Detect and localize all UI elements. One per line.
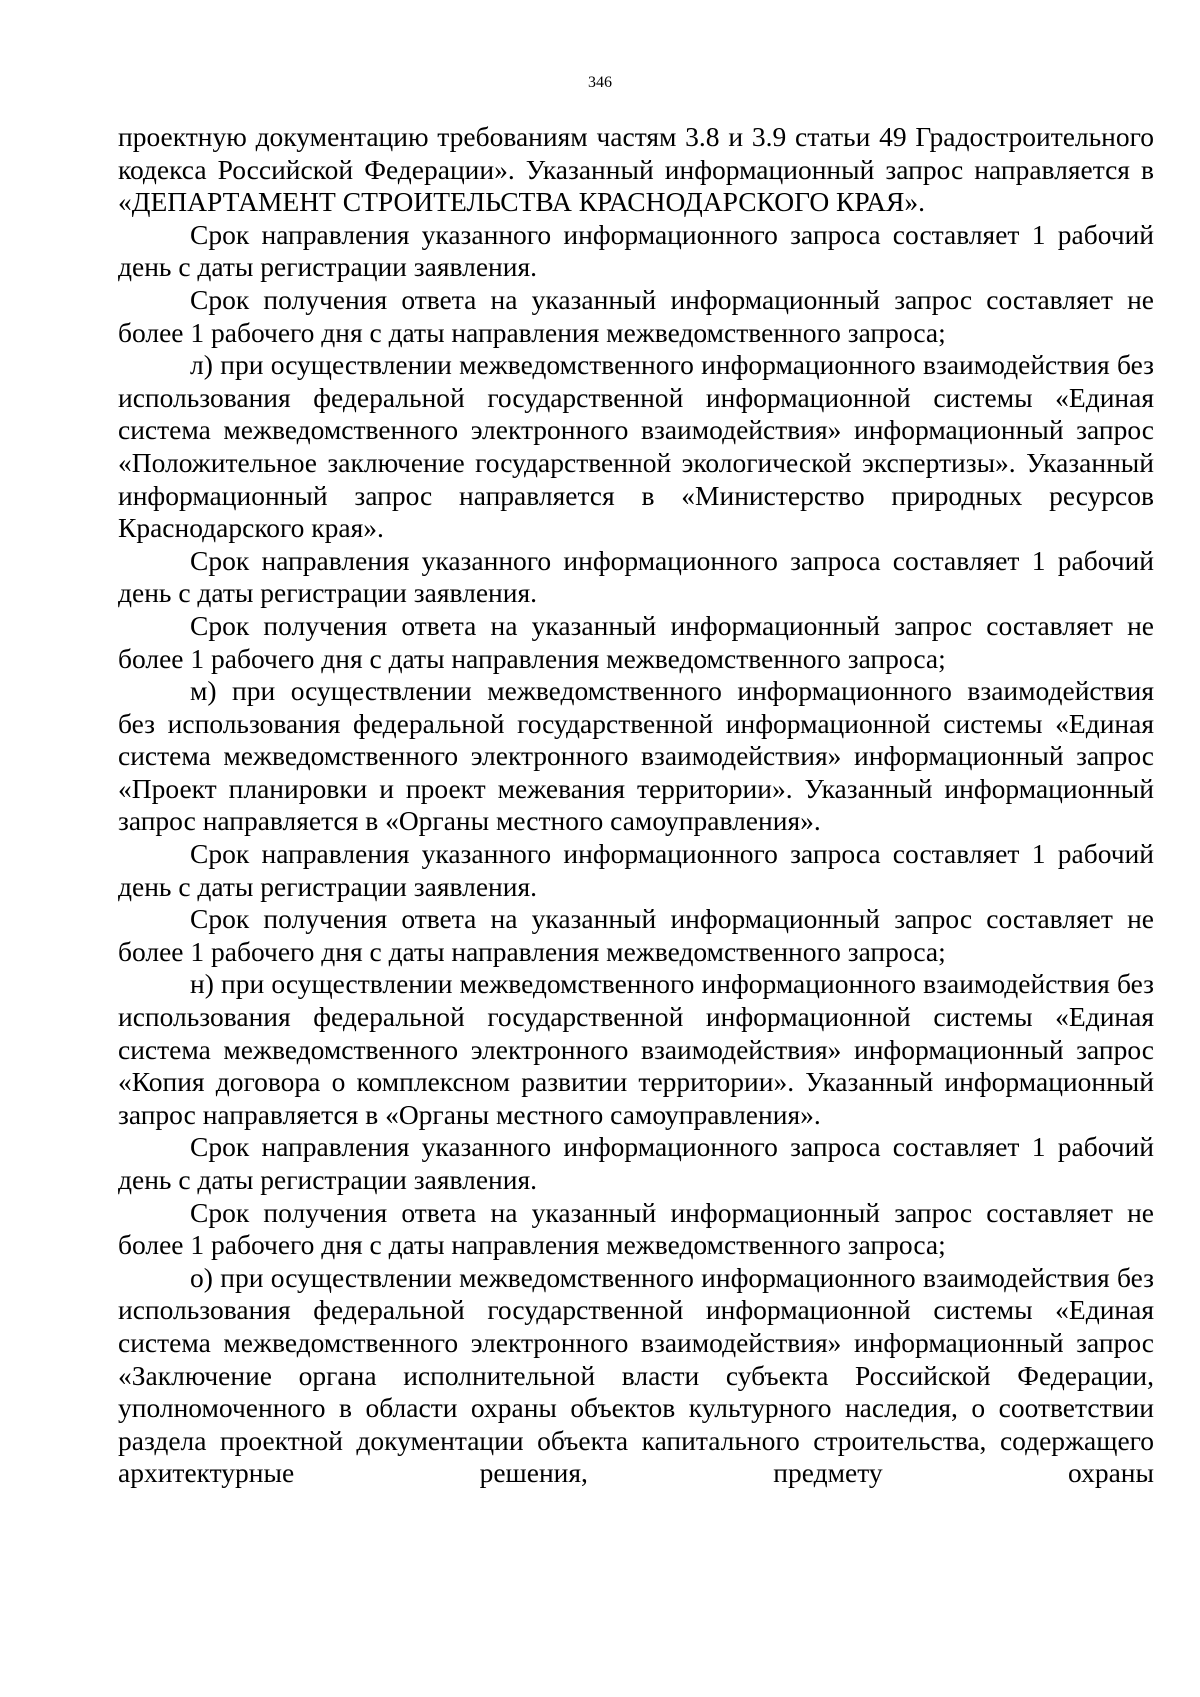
page-number: 346 bbox=[588, 74, 612, 91]
document-body bbox=[118, 121, 1154, 1490]
paragraph: Срок получения ответа на указанный информационный запрос составляет не более 1 рабочего дня с даты направления межведомственного запроса; bbox=[118, 903, 1154, 967]
paragraph-item-l: л) при осуществлении межведомственного информационного взаимодействия без использования федеральной государственной информационной системы «Единая система межведомственного электронного взаимодействия» информационный запрос «Положительное заключение государственной экологической экспертизы». Указанный информационный запрос направляется в «Министерство природных ресурсов Краснодарского края». bbox=[118, 349, 1154, 544]
paragraph: Срок направления указанного информационного запроса составляет 1 рабочий день с даты регистрации заявления. bbox=[118, 544, 1154, 609]
paragraph-item-o: о) при осуществлении межведомственного информационного взаимодействия без использования федеральной государственной информационной системы «Единая система межведомственного электронного взаимодействия» информационный запрос «Заключение органа исполнительной власти субъекта Российской Федерации, уполномоченного в области охраны объектов культурного наследия, о соответствии раздела проектной документации объекта капитального строительства, содержащего архитектурные решения, предмету охраны bbox=[118, 1261, 1154, 1489]
paragraph-continuation: проектную документацию требованиям частям 3.8 и 3.9 статьи 49 Градостроительного кодекса Российской Федерации». Указанный информационный запрос направляется в «ДЕПАРТАМЕНТ СТРОИТЕЛЬСТВА КРАСНОДАРСКОГО КРАЯ». bbox=[118, 121, 1154, 218]
paragraph: Срок получения ответа на указанный информационный запрос составляет не более 1 рабочего дня с даты направления межведомственного запроса; bbox=[118, 609, 1154, 674]
paragraph: Срок направления указанного информационного запроса составляет 1 рабочий день с даты регистрации заявления. bbox=[118, 838, 1154, 902]
paragraph-item-n: н) при осуществлении межведомственного информационного взаимодействия без использования федеральной государственной информационной системы «Единая система межведомственного электронного взаимодействия» информационный запрос «Копия договора о комплексном развитии территории». Указанный информационный запрос направляется в «Органы местного самоуправления». bbox=[118, 968, 1154, 1130]
paragraph-item-m: м) при осуществлении межведомственного информационного взаимодействия без использования федеральной государственной информационной системы «Единая система межведомственного электронного взаимодействия» информационный запрос «Проект планировки и проект межевания территории». Указанный информационный запрос направляется в «Органы местного самоуправления». bbox=[118, 675, 1154, 837]
paragraph: Срок получения ответа на указанный информационный запрос составляет не более 1 рабочего дня с даты направления межведомственного запроса; bbox=[118, 283, 1154, 348]
paragraph: Срок направления указанного информационного запроса составляет 1 рабочий день с даты регистрации заявления. bbox=[118, 218, 1154, 283]
paragraph: Срок направления указанного информационного запроса составляет 1 рабочий день с даты регистрации заявления. bbox=[118, 1131, 1154, 1195]
paragraph: Срок получения ответа на указанный информационный запрос составляет не более 1 рабочего дня с даты направления межведомственного запроса; bbox=[118, 1196, 1154, 1261]
